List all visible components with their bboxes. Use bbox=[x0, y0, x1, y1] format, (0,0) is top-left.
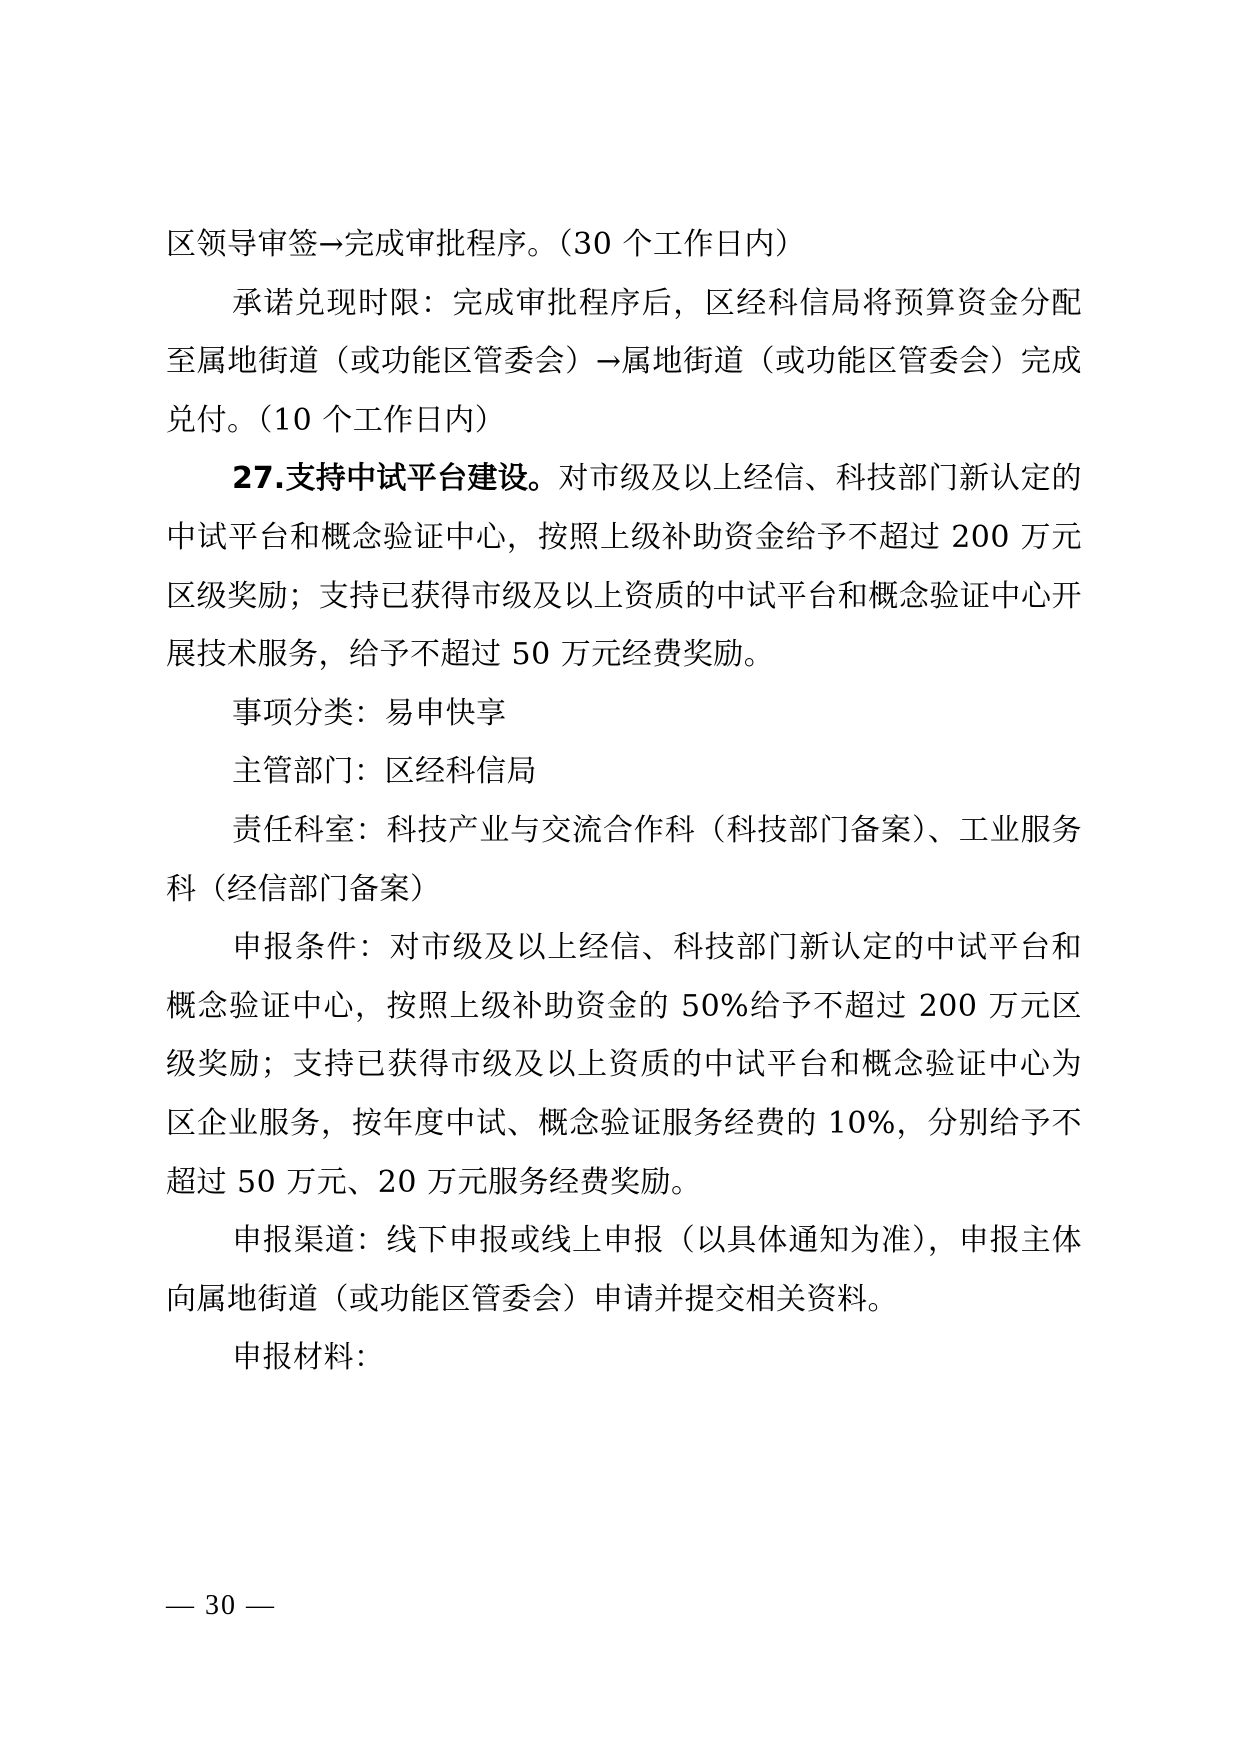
item-27-heading: 27.支持中试平台建设。 bbox=[232, 461, 559, 497]
item-27-body: 对市级及以上经信、科技部门新认定的中试平台和概念验证中心，按照上级补助资金给予不超过 200 万元区级奖励；支持已获得市级及以上资质的中试平台和概念验证中心开展技术服务，给予不超过 50 万元经费奖励。 bbox=[166, 461, 1082, 673]
paragraph-channels: 申报渠道：线下申报或线上申报（以具体通知为准），申报主体向属地街道（或功能区管委会）申请并提交相关资料。 bbox=[166, 1223, 1082, 1317]
paragraph-department: 主管部门：区经科信局 bbox=[232, 754, 537, 790]
paragraph-conditions: 申报条件：对市级及以上经信、科技部门新认定的中试平台和概念验证中心，按照上级补助资金的 50%给予不超过 200 万元区级奖励；支持已获得市级及以上资质的中试平台和概念验证中心为 区企业服务，按年度中试、概念验证服务经费的 10%，分别给予不超过 50 万元、20 万元服务经费奖励。 bbox=[166, 930, 1113, 1200]
paragraph-approval-process: 区领导审签→完成审批程序。（30 个工作日内） bbox=[166, 227, 806, 262]
page-number: — 30 — bbox=[166, 1590, 276, 1621]
paragraph-fulfillment-deadline: 承诺兑现时限：完成审批程序后，区经科信局将预算资金分配至属地街道（或功能区管委会）→属地街道（或功能区管委会）完成兑付。（10 个工作日内） bbox=[166, 285, 1082, 438]
paragraph-category: 事项分类：易申快享 bbox=[232, 695, 507, 731]
paragraph-item-27 bbox=[166, 450, 1082, 684]
document-body bbox=[166, 216, 1113, 1388]
paragraph-materials: 申报材料： bbox=[232, 1340, 385, 1376]
paragraph-responsible-office: 责任科室：科技产业与交流合作科（科技部门备案）、工业服务科（经信部门备案） bbox=[166, 812, 1082, 907]
